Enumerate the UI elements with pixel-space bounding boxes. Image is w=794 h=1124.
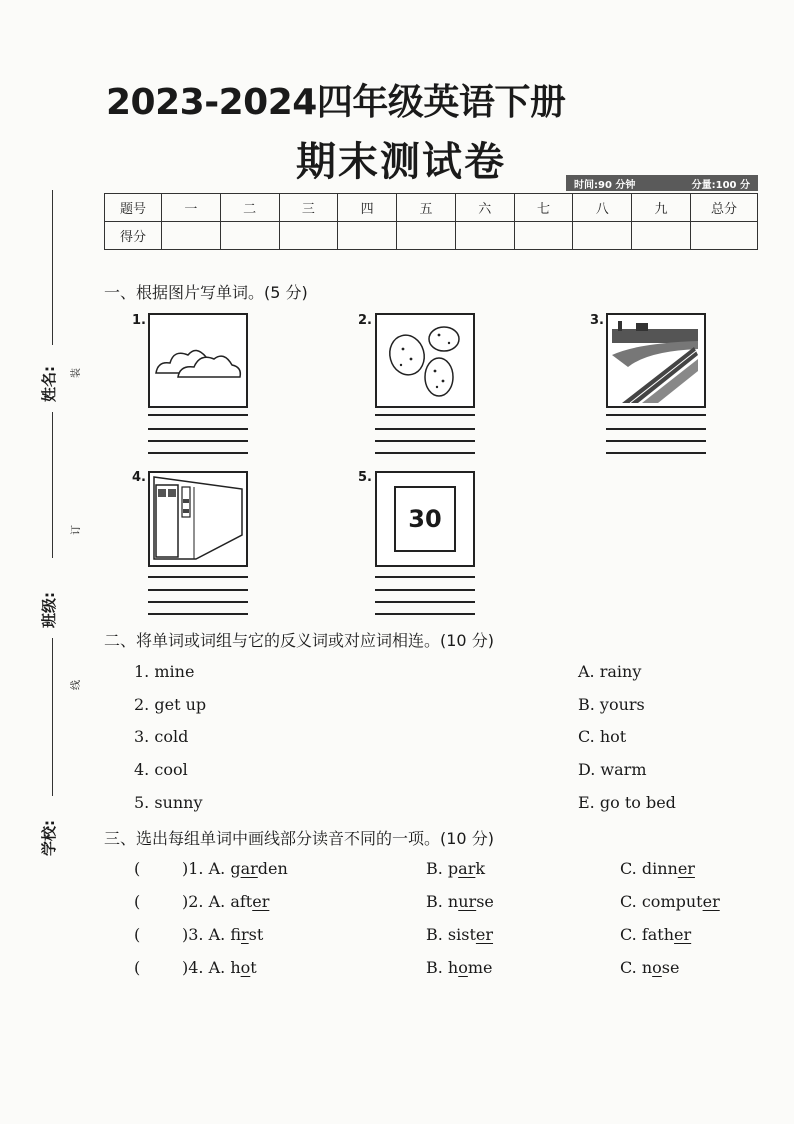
answer-paren[interactable]: ( <box>134 925 141 944</box>
question-number: 1. <box>132 313 146 328</box>
binding-line <box>52 190 53 345</box>
picture-classroom <box>148 471 248 567</box>
score-cell[interactable] <box>691 222 758 250</box>
match-left-item[interactable]: 4. cool <box>134 760 188 779</box>
score-cell[interactable] <box>455 222 514 250</box>
answer-paren[interactable]: ( <box>134 892 141 911</box>
table-cell: 得分 <box>105 222 162 250</box>
score-cell[interactable] <box>573 222 632 250</box>
answer-line[interactable] <box>375 452 475 454</box>
answer-line[interactable] <box>375 613 475 615</box>
option-c[interactable]: C. nose <box>620 958 680 977</box>
question-number: 3. <box>590 313 604 328</box>
option-b[interactable]: B. park <box>426 859 486 878</box>
score-cell[interactable] <box>279 222 338 250</box>
answer-line[interactable] <box>148 613 248 615</box>
number-thirty-icon: 30 <box>394 486 456 552</box>
score-cell[interactable] <box>397 222 456 250</box>
title-line-2: 期末测试卷 <box>296 139 506 185</box>
score-cell[interactable] <box>632 222 691 250</box>
class-label: 班级: <box>40 592 58 628</box>
table-cell: 题号 <box>105 194 162 222</box>
answer-paren[interactable]: ( <box>134 859 141 878</box>
title-line-1: 2023-2024四年级英语下册 <box>106 82 566 123</box>
picture-clouds <box>148 313 248 408</box>
exam-time: 时间:90 分钟 <box>574 179 636 191</box>
match-left-item[interactable]: 1. mine <box>134 662 195 681</box>
match-left-item[interactable]: 5. sunny <box>134 793 203 812</box>
option-a[interactable]: )3. A. first <box>182 925 264 944</box>
answer-line[interactable] <box>148 601 248 603</box>
score-cell[interactable] <box>220 222 279 250</box>
match-left-item[interactable]: 3. cold <box>134 727 189 746</box>
option-b[interactable]: B. sister <box>426 925 494 944</box>
school-label: 学校: <box>40 820 58 856</box>
answer-line[interactable] <box>375 601 475 603</box>
binding-mark: 装 <box>71 368 82 378</box>
table-cell: 三 <box>279 194 338 222</box>
clouds-icon <box>150 315 246 406</box>
match-right-item[interactable]: C. hot <box>578 727 627 746</box>
answer-line[interactable] <box>148 589 248 591</box>
picture-thirty <box>375 471 475 567</box>
answer-line[interactable] <box>375 440 475 442</box>
option-c[interactable]: C. computer <box>620 892 720 911</box>
table-cell: 八 <box>573 194 632 222</box>
binding-mark: 订 <box>71 525 82 535</box>
answer-line[interactable] <box>148 452 248 454</box>
score-cell[interactable] <box>514 222 573 250</box>
answer-line[interactable] <box>148 428 248 430</box>
section-3-heading: 三、选出每组单词中画线部分读音不同的一项。(10 分) <box>104 829 494 848</box>
score-table-score-row <box>105 222 758 250</box>
class-write-line[interactable] <box>52 638 53 796</box>
classroom-icon <box>150 473 246 565</box>
match-right-item[interactable]: D. warm <box>578 760 647 779</box>
table-cell: 一 <box>162 194 221 222</box>
picture-farm <box>606 313 706 408</box>
question-number: 4. <box>132 470 146 485</box>
answer-line[interactable] <box>606 414 706 416</box>
answer-line[interactable] <box>375 428 475 430</box>
answer-line[interactable] <box>606 440 706 442</box>
picture-potatoes <box>375 313 475 408</box>
match-left-item[interactable]: 2. get up <box>134 695 207 714</box>
score-cell[interactable] <box>162 222 221 250</box>
option-a[interactable]: )2. A. after <box>182 892 270 911</box>
name-label: 姓名: <box>40 366 58 402</box>
exam-info-bar <box>566 175 758 191</box>
question-number: 5. <box>358 470 372 485</box>
match-right-item[interactable]: A. rainy <box>578 662 642 681</box>
answer-line[interactable] <box>375 589 475 591</box>
table-cell: 七 <box>514 194 573 222</box>
score-table-header-row <box>105 194 758 222</box>
answer-line[interactable] <box>375 414 475 416</box>
answer-paren[interactable]: ( <box>134 958 141 977</box>
table-cell: 六 <box>455 194 514 222</box>
table-cell: 总分 <box>691 194 758 222</box>
farm-field-icon <box>608 315 704 406</box>
table-cell: 二 <box>220 194 279 222</box>
match-right-item[interactable]: E. go to bed <box>578 793 676 812</box>
binding-mark: 线 <box>71 680 82 690</box>
match-right-item[interactable]: B. yours <box>578 695 645 714</box>
score-cell[interactable] <box>338 222 397 250</box>
option-b[interactable]: B. nurse <box>426 892 494 911</box>
exam-total-score: 分量:100 分 <box>691 179 750 191</box>
score-table <box>104 193 758 250</box>
section-1-heading: 一、根据图片写单词。(5 分) <box>104 283 308 302</box>
table-cell: 四 <box>338 194 397 222</box>
table-cell: 九 <box>632 194 691 222</box>
name-write-line[interactable] <box>52 412 53 558</box>
answer-line[interactable] <box>375 576 475 578</box>
option-a[interactable]: )1. A. garden <box>182 859 288 878</box>
potatoes-icon <box>377 315 473 406</box>
answer-line[interactable] <box>148 440 248 442</box>
table-cell: 五 <box>397 194 456 222</box>
option-c[interactable]: C. dinner <box>620 859 695 878</box>
answer-line[interactable] <box>606 428 706 430</box>
option-a[interactable]: )4. A. hot <box>182 958 257 977</box>
answer-line[interactable] <box>148 414 248 416</box>
option-b[interactable]: B. home <box>426 958 493 977</box>
answer-line[interactable] <box>148 576 248 578</box>
option-c[interactable]: C. father <box>620 925 692 944</box>
answer-line[interactable] <box>606 452 706 454</box>
question-number: 2. <box>358 313 372 328</box>
section-2-heading: 二、将单词或词组与它的反义词或对应词相连。(10 分) <box>104 631 494 650</box>
